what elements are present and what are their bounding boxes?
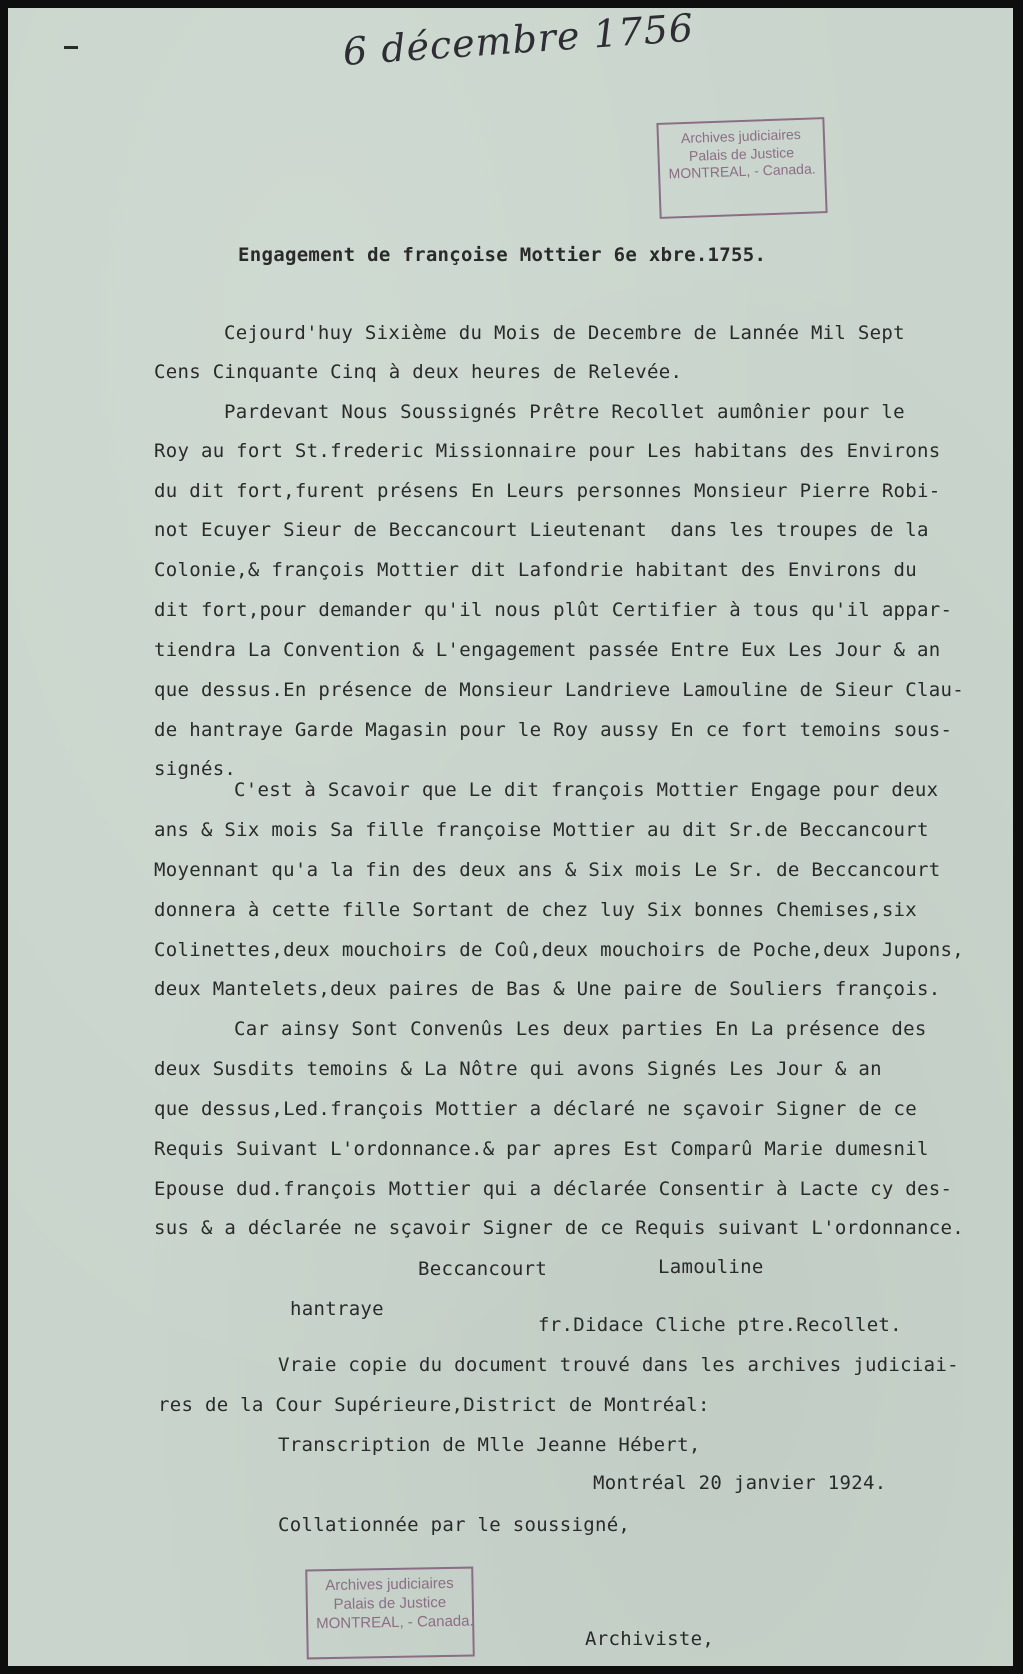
stamp-line: MONTREAL, - Canada. bbox=[668, 160, 816, 182]
certification-line: res de la Cour Supérieure,District de Montréal: bbox=[158, 1394, 710, 1416]
text-line: du dit fort,furent présens En Leurs personnes Monsieur Pierre Robi- bbox=[154, 480, 941, 502]
text-line: de hantraye Garde Magasin pour le Roy aussy En ce fort temoins sous- bbox=[154, 719, 953, 741]
text-line: not Ecuyer Sieur de Beccancourt Lieutenant dans les troupes de la bbox=[154, 519, 929, 541]
stamp-line: Archives judiciaires bbox=[325, 1574, 454, 1595]
text-line: Colonie,& françois Mottier dit Lafondrie habitant des Environs du bbox=[154, 559, 918, 581]
text-line: Moyennant qu'a la fin des deux ans & Six mois Le Sr. de Beccancourt bbox=[154, 859, 941, 881]
text-line: tiendra La Convention & L'engagement passée Entre Eux Les Jour & an bbox=[154, 639, 941, 661]
stamp-line: Palais de Justice bbox=[333, 1593, 447, 1613]
text-line: donnera à cette fille Sortant de chez luy Six bonnes Chemises,six bbox=[154, 899, 918, 921]
text-line: Cejourd'huy Sixième du Mois de Decembre de Lannée Mil Sept bbox=[224, 322, 905, 344]
margin-dash bbox=[64, 46, 78, 49]
text-line: signés. bbox=[154, 758, 237, 780]
text-line: deux Mantelets,deux paires de Bas & Une paire de Souliers françois. bbox=[154, 978, 941, 1000]
text-line: que dessus.En présence de Monsieur Landrieve Lamouline de Sieur Clau- bbox=[154, 679, 964, 701]
text-line: Colinettes,deux mouchoirs de Coû,deux mouchoirs de Poche,deux Jupons, bbox=[154, 939, 964, 961]
handwritten-date: 6 décembre 1756 bbox=[341, 5, 696, 74]
text-line: Pardevant Nous Soussignés Prêtre Recollet aumônier pour le bbox=[224, 401, 905, 423]
archives-stamp-top bbox=[656, 117, 827, 219]
signature-beccancourt: Beccancourt bbox=[418, 1258, 548, 1280]
text-line: dit fort,pour demander qu'il nous plût Certifier à tous qu'il appar- bbox=[154, 599, 953, 621]
text-line: ans & Six mois Sa fille françoise Mottier au dit Sr.de Beccancourt bbox=[154, 819, 929, 841]
archiviste-label: Archiviste, bbox=[585, 1628, 715, 1650]
document-title: Engagement de françoise Mottier 6e xbre.1755. bbox=[238, 244, 767, 266]
text-line: sus & a déclarée ne sçavoir Signer de ce Requis suivant L'ordonnance. bbox=[154, 1217, 964, 1239]
text-line: Requis Suivant L'ordonnance.& par apres Est Comparû Marie dumesnil bbox=[154, 1138, 929, 1160]
date-place: Montréal 20 janvier 1924. bbox=[593, 1472, 887, 1494]
certification-line: Vraie copie du document trouvé dans les archives judiciai- bbox=[278, 1354, 959, 1376]
text-line: Cens Cinquante Cinq à deux heures de Relevée. bbox=[154, 361, 683, 383]
text-line: Car ainsy Sont Convenûs Les deux parties En La présence des bbox=[234, 1018, 927, 1040]
text-line: que dessus,Led.françois Mottier a déclaré ne sçavoir Signer de ce bbox=[154, 1098, 918, 1120]
text-line: C'est à Scavoir que Le dit françois Mottier Engage pour deux bbox=[234, 779, 939, 801]
archives-stamp-bottom bbox=[305, 1567, 475, 1660]
signature-hantraye: hantraye bbox=[290, 1298, 384, 1320]
text-line: Roy au fort St.frederic Missionnaire pour Les habitans des Environs bbox=[154, 440, 941, 462]
document-page bbox=[8, 5, 1013, 1666]
text-line: Epouse dud.françois Mottier qui a déclarée Consentir à Lacte cy des- bbox=[154, 1178, 953, 1200]
stamp-line: Palais de Justice bbox=[688, 143, 795, 164]
collation-note: Collationnée par le soussigné, bbox=[278, 1514, 631, 1536]
stamp-line: Archives judiciaires bbox=[680, 125, 802, 147]
signature-cliche: fr.Didace Cliche ptre.Recollet. bbox=[538, 1314, 902, 1336]
stamp-line: MONTREAL, - Canada. bbox=[316, 1612, 474, 1632]
signature-lamouline: Lamouline bbox=[658, 1256, 764, 1278]
text-line: deux Susdits temoins & La Nôtre qui avons Signés Les Jour & an bbox=[154, 1058, 882, 1080]
transcription-note: Transcription de Mlle Jeanne Hébert, bbox=[278, 1434, 701, 1456]
